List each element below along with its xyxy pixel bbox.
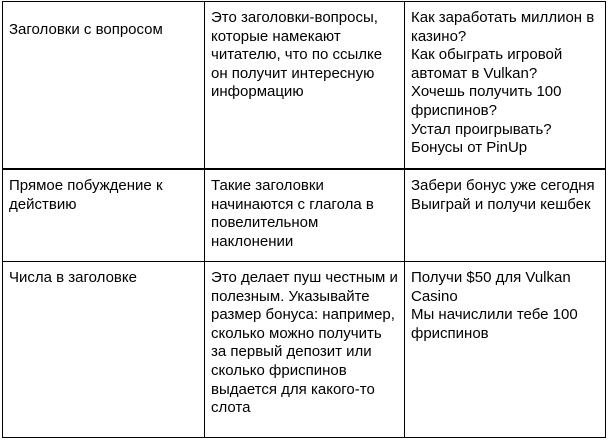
example-headline: Хочешь получить 100 фриспинов? (410, 83, 562, 119)
table-row (3, 169, 606, 262)
description-cell (205, 2, 405, 170)
category-cell (3, 262, 205, 438)
description-text: Такие заголовки начинаются с глагола в повелительном наклонении (211, 177, 374, 250)
description-text: Это делает пуш честным и полезным. Указывайте размер бонуса: например, сколько можно получить за первый депозит или сколько фриспинов выдается для какого-то слота (211, 269, 398, 417)
example-headline: Забери бонус уже сегодня (410, 177, 595, 194)
category-label: Прямое побуждение к действию (9, 177, 163, 213)
description-cell (205, 169, 405, 262)
category-cell (3, 169, 205, 262)
example-headline: Как заработать миллион в казино? (410, 9, 595, 45)
category-label: Числа в заголовке (9, 269, 137, 286)
push-headline-table (2, 1, 606, 438)
example-headline: Получи $50 для Vulkan Casino (410, 269, 571, 305)
examples-cell (404, 2, 605, 170)
example-headline: Устал проигрывать? Бонусы от PinUp (410, 120, 552, 157)
example-headline: Выиграй и получи кешбек (410, 195, 591, 213)
table-row (3, 2, 606, 170)
description-text: Это заголовки-вопросы, которые намекают читателю, что по ссылке он получит интересную информацию (211, 9, 383, 101)
examples-cell (404, 262, 605, 438)
category-label: Заголовки с вопросом (9, 21, 163, 38)
examples-cell (404, 169, 605, 262)
category-cell (3, 2, 205, 170)
description-cell (205, 262, 405, 438)
table-row (3, 262, 606, 438)
example-headline: Мы начислили тебе 100 фриспинов (410, 306, 578, 342)
example-headline: Как обыграть игровой автомат в Vulkan? (410, 46, 563, 82)
